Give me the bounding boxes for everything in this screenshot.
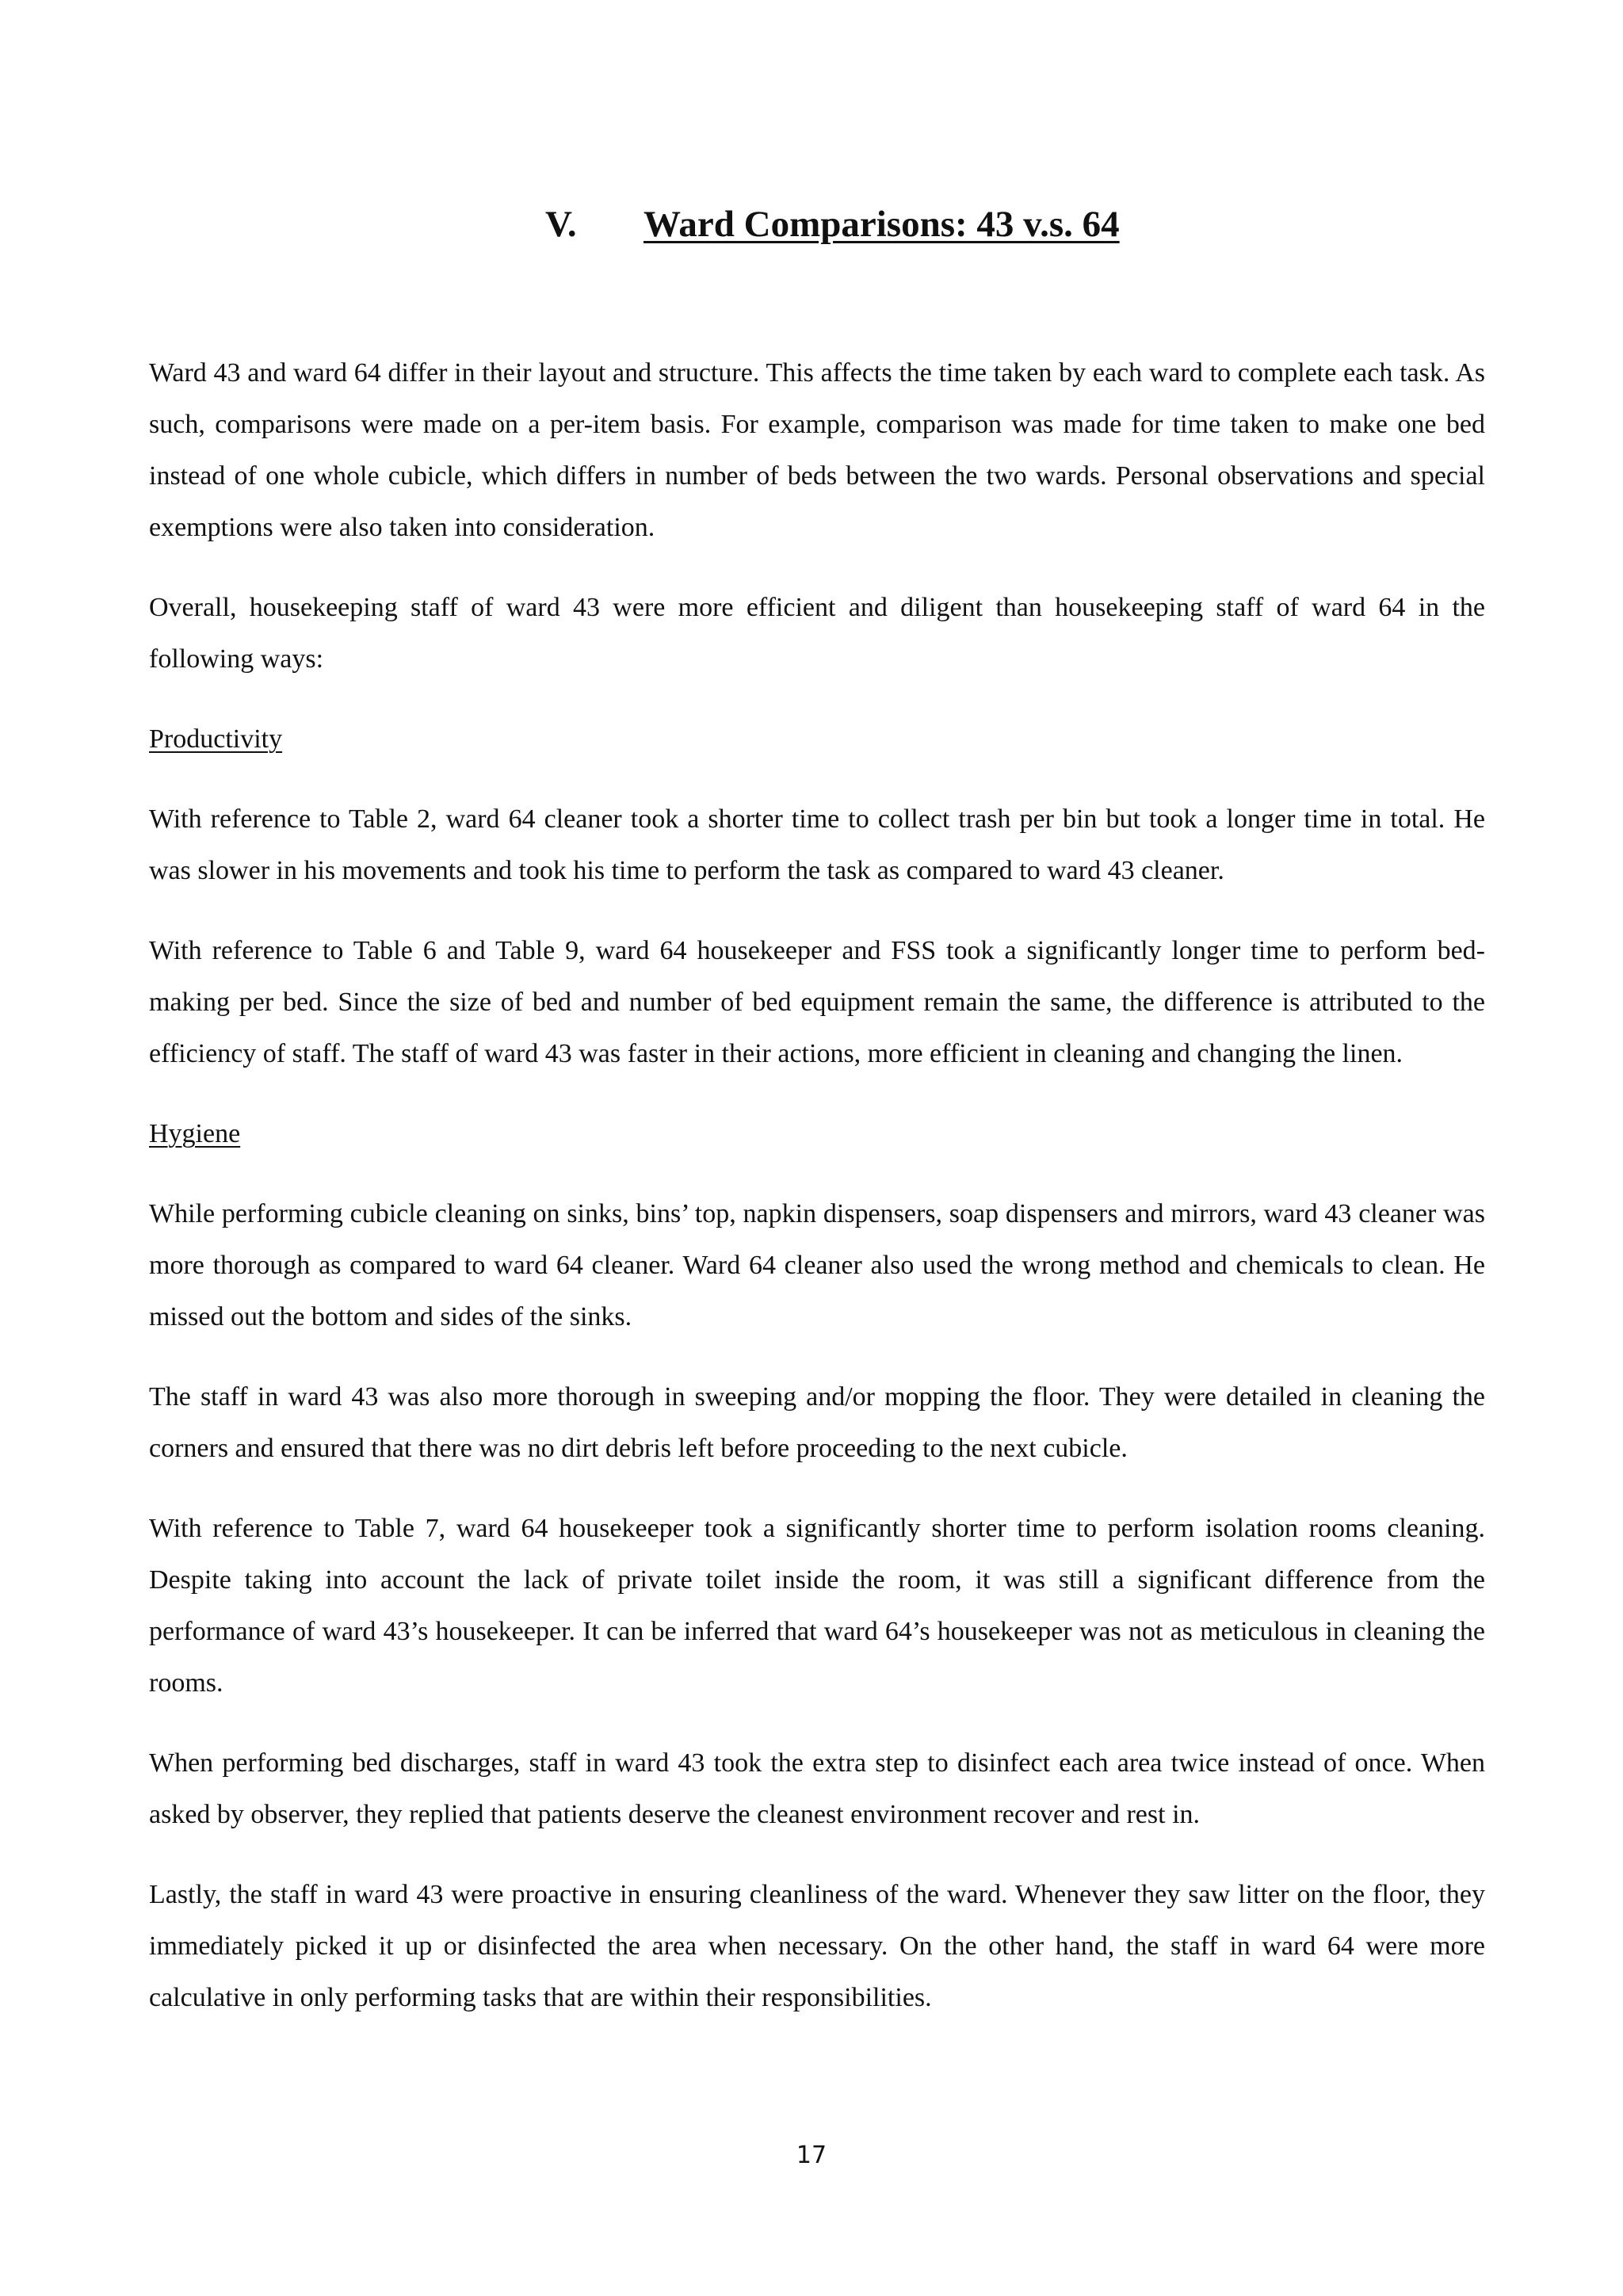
section-number: V.	[545, 204, 577, 245]
paragraph-productivity-2: With reference to Table 6 and Table 9, ward 64 housekeeper and FSS took a significantly longer time to perform bed-making per bed. Since the size of bed and number of bed equipment remain the same, the difference is attributed to the efficiency of staff. The staff of ward 43 was faster in their actions, more efficient in cleaning and changing the linen.	[149, 936, 1485, 1068]
page-number: 17	[796, 2141, 827, 2169]
paragraph-overall: Overall, housekeeping staff of ward 43 were more efficient and diligent than housekeeping staff of ward 64 in the following ways:	[149, 593, 1485, 674]
paragraph-hygiene-3: With reference to Table 7, ward 64 housekeeper took a significantly shorter time to perform isolation rooms cleaning. Despite taking into account the lack of private toilet inside the room, it was still a significant difference from the performance of ward 43’s housekeeper. It can be inferred that ward 64’s housekeeper was not as meticulous in cleaning the rooms.	[149, 1514, 1485, 1698]
subheading-productivity: Productivity	[149, 724, 283, 754]
paragraph-hygiene-2: The staff in ward 43 was also more thorough in sweeping and/or mopping the floor. They were detailed in cleaning the corners and ensured that there was no dirt debris left before proceeding to the next cubicle.	[149, 1382, 1485, 1463]
section-title: Ward Comparisons: 43 v.s. 64	[643, 204, 1120, 245]
paragraph-productivity-1: With reference to Table 2, ward 64 cleaner took a shorter time to collect trash per bin but took a longer time in total. He was slower in his movements and took his time to perform the task as compared to ward 43 cleaner.	[149, 804, 1485, 885]
paragraph-hygiene-5: Lastly, the staff in ward 43 were proactive in ensuring cleanliness of the ward. Whenever they saw litter on the floor, they immediately picked it up or disinfected the area when necessary. On the other hand, the staff in ward 64 were more calculative in only performing tasks that are within their responsibilities.	[149, 1880, 1485, 2012]
subheading-hygiene: Hygiene	[149, 1119, 241, 1148]
paragraph-hygiene-4: When performing bed discharges, staff in ward 43 took the extra step to disinfect each area twice instead of once. When asked by observer, they replied that patients deserve the cleanest environment recover and rest in.	[149, 1748, 1485, 1829]
paragraph-hygiene-1: While performing cubicle cleaning on sinks, bins’ top, napkin dispensers, soap dispensers and mirrors, ward 43 cleaner was more thorough as compared to ward 64 cleaner. Ward 64 cleaner also used the wrong method and chemicals to clean. He missed out the bottom and sides of the sinks.	[149, 1199, 1485, 1331]
body-text	[149, 347, 1485, 2052]
paragraph-intro: Ward 43 and ward 64 differ in their layout and structure. This affects the time taken by each ward to complete each task. As such, comparisons were made on a per-item basis. For example, comparison was made for time taken to make one bed instead of one whole cubicle, which differs in number of beds between the two wards. Personal observations and special exemptions were also taken into consideration.	[149, 358, 1485, 542]
section-heading	[0, 197, 1623, 252]
